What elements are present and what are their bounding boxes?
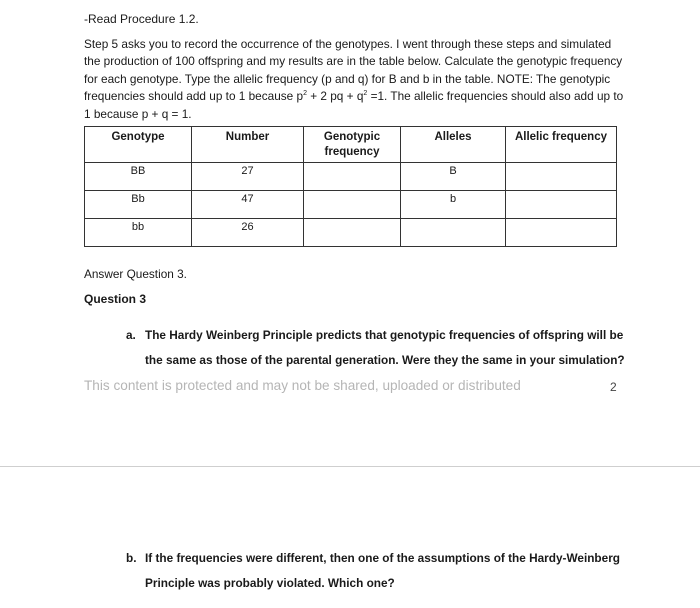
paragraph-text-1: Step 5 asks you to record the occurrence of the genotypes. I went through these steps and simulated the production of 100 offspring and my results are in the table below. Calculate the genotypic frequency for each genotype. Type the allelic frequency (p and q) for B and b in the table. NOTE: The genotypic frequencies should add up to 1 because p [84, 37, 623, 104]
cell-allelic-frequency[interactable] [506, 163, 617, 191]
genotype-table [84, 126, 617, 247]
question-b-letter: b. [126, 551, 137, 565]
header-allelic-frequency: Allelic frequency [506, 127, 617, 163]
cell-genotype: Bb [85, 191, 192, 219]
cell-allelic-frequency[interactable] [506, 191, 617, 219]
table-row [85, 219, 617, 247]
cell-number: 27 [192, 163, 304, 191]
instructions-paragraph [84, 36, 624, 123]
question-b [126, 546, 626, 596]
cell-number: 26 [192, 219, 304, 247]
paragraph-text-2: + 2 pq + q [306, 89, 364, 104]
question-a-letter: a. [126, 328, 136, 342]
cell-genotype: bb [85, 219, 192, 247]
cell-genotypic-frequency[interactable] [304, 163, 401, 191]
intro-line: -Read Procedure 1.2. [84, 12, 199, 26]
header-genotype: Genotype [85, 127, 192, 163]
header-alleles: Alleles [401, 127, 506, 163]
superscript-1: 2 [303, 90, 307, 98]
answer-prompt: Answer Question 3. [84, 267, 187, 281]
cell-genotypic-frequency[interactable] [304, 191, 401, 219]
cell-allele: b [401, 191, 506, 219]
cell-number: 47 [192, 191, 304, 219]
table-row [85, 163, 617, 191]
question-b-text: If the frequencies were different, then one of the assumptions of the Hardy-Weinberg Principle was probably violated. Which one? [145, 551, 620, 590]
page-number: 2 [610, 380, 617, 394]
header-number: Number [192, 127, 304, 163]
cell-allele: B [401, 163, 506, 191]
table-header-row [85, 127, 617, 163]
cell-allele [401, 219, 506, 247]
question-heading: Question 3 [84, 292, 147, 306]
question-a-text: The Hardy Weinberg Principle predicts that genotypic frequencies of offspring will be the same as those of the parental generation. Were they the same in your simulation? [145, 328, 625, 367]
page-divider [0, 466, 700, 467]
superscript-2: 2 [363, 90, 368, 98]
cell-genotype: BB [85, 163, 192, 191]
header-genotypic-frequency: Genotypic frequency [304, 127, 401, 163]
protection-notice: This content is protected and may not be shared, uploaded or distributed [84, 378, 521, 393]
cell-allelic-frequency[interactable] [506, 219, 617, 247]
table-row [85, 191, 617, 219]
paragraph-text-3: =1. The allelic frequencies should also add up to 1 because p + q = 1. [84, 89, 624, 121]
cell-genotypic-frequency[interactable] [304, 219, 401, 247]
question-a [126, 323, 626, 373]
